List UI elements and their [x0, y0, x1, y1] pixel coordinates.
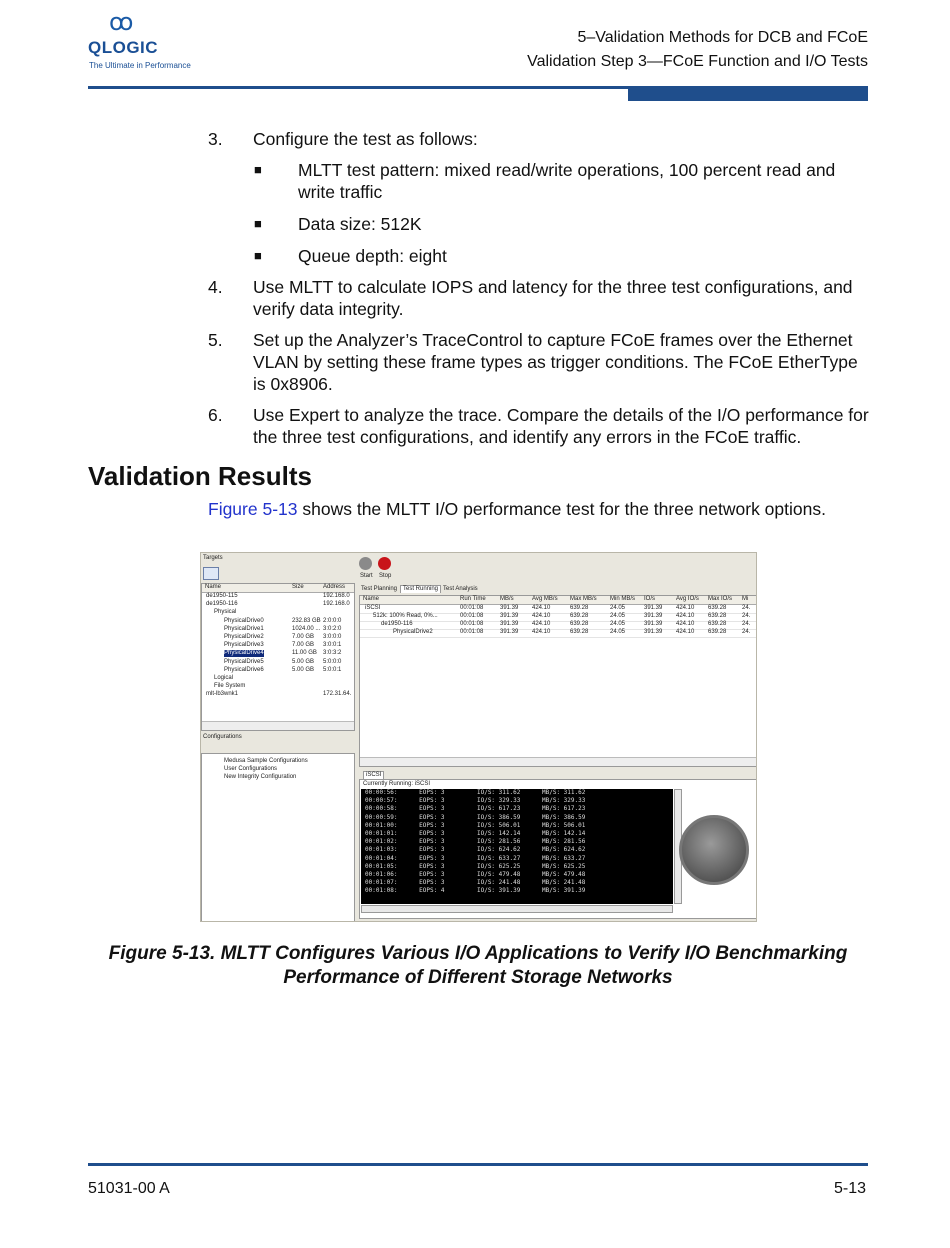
grid-cell: 639.28: [708, 605, 727, 611]
qlogic-logo: [88, 6, 191, 74]
tree-item-size: 7.00 GB: [292, 642, 315, 649]
tree-item-address: 5:0:0:0: [323, 658, 342, 665]
grid-header: [360, 596, 756, 605]
grid-cell: 424.10: [532, 621, 551, 627]
qlogic-logo-tagline: The Ultimate in Performance: [89, 61, 191, 70]
tree-item-name[interactable]: PhysicalDrive5: [224, 658, 264, 665]
grid-cell: 639.28: [708, 629, 727, 635]
grid-cell: 639.28: [708, 613, 727, 619]
grid-column-header[interactable]: Mi: [742, 596, 749, 602]
grid-cell: 24.: [742, 605, 751, 611]
page-number: 5-13: [833, 1180, 866, 1197]
tree-item-address: 172.31.64.: [323, 691, 352, 698]
tree-item-name[interactable]: PhysicalDrive4: [224, 650, 264, 657]
config-item[interactable]: New Integrity Configuration: [224, 774, 297, 780]
tree-item-name[interactable]: Physical: [214, 609, 237, 616]
grid-cell: 24.05: [610, 621, 626, 627]
grid-cell: 391.39: [644, 629, 663, 635]
console-line: 00:00:58: EOPS: 3 IO/S: 617.23 MB/S: 617.23: [365, 805, 586, 813]
grid-column-header[interactable]: IO/s: [644, 596, 656, 602]
grid-cell: 391.39: [500, 621, 519, 627]
grid-column-header[interactable]: Run Time: [460, 596, 486, 602]
tree-item-address: 3:0:2:0: [323, 625, 342, 632]
console-line: 00:00:59: EOPS: 3 IO/S: 386.59 MB/S: 386.59: [365, 813, 586, 821]
intro-paragraph: [208, 498, 826, 520]
console-hscrollbar[interactable]: [361, 905, 673, 913]
console-line: 00:01:07: EOPS: 3 IO/S: 241.48 MB/S: 241.48: [365, 879, 586, 887]
tree-item-address: 192.168.0: [323, 593, 350, 599]
qlogic-logo-mark-icon: ꝏ: [109, 8, 132, 36]
header-section-title: Validation Step 3—FCoE Function and I/O Tests: [527, 53, 868, 70]
tree-item-name[interactable]: PhysicalDrive6: [224, 666, 264, 673]
configurations-tree: [201, 753, 355, 922]
grid-cell: 391.39: [500, 613, 519, 619]
grid-cell: 424.10: [676, 613, 695, 619]
performance-grid: [359, 595, 757, 767]
tree-item-name[interactable]: de1950-115: [206, 593, 238, 599]
configurations-label: Configurations: [203, 734, 242, 740]
tree-item-address: 3:0:0:0: [323, 634, 342, 640]
grid-cell: 391.39: [644, 613, 663, 619]
tree-item-name[interactable]: Logical: [214, 675, 234, 681]
start-icon[interactable]: [359, 557, 372, 570]
console-line: 00:01:08: EOPS: 4 IO/S: 391.39 MB/S: 391.39: [365, 887, 586, 895]
footer-rule: [88, 1163, 868, 1166]
section-heading: Validation Results: [88, 461, 312, 491]
grid-column-header[interactable]: Min MB/s: [610, 596, 636, 602]
grid-cell: 24.05: [610, 629, 626, 635]
currently-running: Currently Running: iSCSI: [363, 781, 431, 787]
view-grid-icon[interactable]: [203, 567, 219, 580]
grid-cell: 24.: [742, 621, 751, 627]
grid-cell: 424.10: [676, 629, 695, 635]
grid-cell: 424.10: [532, 605, 551, 611]
grid-cell: 24.05: [610, 613, 626, 619]
tab-test-running[interactable]: Test Running: [400, 585, 441, 593]
start-label: Start: [360, 573, 373, 579]
tree-item-name[interactable]: PhysicalDrive1: [224, 625, 264, 632]
mltt-screenshot: [200, 552, 757, 922]
grid-cell: 639.28: [570, 629, 589, 635]
console-line: 00:01:04: EOPS: 3 IO/S: 633.27 MB/S: 633.27: [365, 854, 586, 862]
figure-link[interactable]: Figure 5-13: [208, 499, 298, 519]
stop-icon[interactable]: [378, 557, 391, 570]
tree-item-name[interactable]: PhysicalDrive2: [224, 634, 264, 640]
bullet-square-icon: ■: [254, 216, 262, 231]
tree-item-size: 5.00 GB: [292, 658, 315, 665]
grid-scrollbar[interactable]: [360, 757, 756, 766]
grid-cell: 00:01:08: [460, 605, 484, 611]
console-line: 00:01:03: EOPS: 3 IO/S: 624.62 MB/S: 624.62: [365, 846, 586, 854]
figure-caption: [88, 942, 868, 990]
tree-col-address[interactable]: Address: [323, 584, 346, 590]
grid-cell: de1950-116: [381, 621, 413, 627]
grid-cell: 00:01:08: [460, 629, 484, 635]
console-line: 00:01:05: EOPS: 3 IO/S: 625.25 MB/S: 625.25: [365, 862, 586, 870]
tree-item-size: 232.83 GB: [292, 617, 321, 624]
step-number: 5.: [208, 330, 223, 350]
tree-item-name[interactable]: de1950-116: [206, 601, 238, 608]
step-text: Set up the Analyzer’s TraceControl to capture FCoE frames over the Ethernet VLAN by setting these frame types as trigger conditions. The FCoE EtherType is 0x8906.: [253, 330, 858, 394]
grid-cell: 24.: [742, 629, 751, 635]
console-line: 00:00:56: EOPS: 3 IO/S: 311.62 MB/S: 311.62: [365, 789, 586, 796]
tree-item-name[interactable]: PhysicalDrive3: [224, 642, 264, 649]
grid-column-header[interactable]: Avg IO/s: [676, 596, 699, 602]
targets-label: Targets: [203, 555, 223, 561]
step-number: 3.: [208, 129, 223, 149]
config-item[interactable]: Medusa Sample Configurations: [224, 758, 308, 764]
medusa-emblem-icon: [679, 815, 749, 885]
grid-column-header[interactable]: MB/s: [500, 596, 514, 602]
bullet-text: MLTT test pattern: mixed read/write operations, 100 percent read and write traffic: [298, 160, 836, 202]
bullet-square-icon: ■: [254, 248, 262, 263]
tree-header: [202, 584, 354, 593]
grid-cell: 639.28: [708, 621, 727, 627]
grid-column-header[interactable]: Avg MB/s: [532, 596, 558, 602]
grid-row[interactable]: [360, 629, 756, 638]
tree-item-name[interactable]: File System: [214, 683, 246, 690]
grid-cell: 24.05: [610, 605, 626, 611]
console-line: 00:00:57: EOPS: 3 IO/S: 329.33 MB/S: 329.33: [365, 797, 586, 805]
grid-cell: 424.10: [532, 613, 551, 619]
step-number: 4.: [208, 277, 223, 297]
grid-cell: 391.39: [644, 621, 663, 627]
step-text: Use MLTT to calculate IOPS and latency for the three test configurations, and verify data integrity.: [253, 277, 853, 319]
grid-column-header[interactable]: Max IO/s: [708, 596, 733, 602]
tree-col-name[interactable]: Name: [205, 584, 222, 590]
grid-cell: 424.10: [676, 605, 695, 611]
tree-item-size: 11.00 GB: [292, 650, 317, 657]
grid-cell: PhysicalDrive2: [393, 629, 433, 635]
tree-col-size[interactable]: Size: [292, 584, 304, 590]
tree-item-address: 5:0:0:1: [323, 666, 342, 673]
qlogic-logo-wordmark: QLOGIC: [88, 38, 159, 57]
grid-cell: 00:01:08: [460, 621, 484, 627]
bullet-square-icon: ■: [254, 162, 262, 177]
grid-column-header[interactable]: Max MB/s: [570, 596, 597, 602]
grid-cell: 639.28: [570, 613, 589, 619]
step-number: 6.: [208, 405, 223, 425]
console-line: 00:01:00: EOPS: 3 IO/S: 506.01 MB/S: 506.01: [365, 821, 586, 829]
console-line: 00:01:02: EOPS: 3 IO/S: 281.56 MB/S: 281.56: [365, 838, 586, 846]
header-accent-block: [628, 86, 868, 101]
tree-item-name[interactable]: PhysicalDrive0: [224, 617, 264, 624]
grid-cell: 424.10: [676, 621, 695, 627]
grid-column-header[interactable]: Name: [363, 596, 380, 602]
grid-cell: 424.10: [532, 629, 551, 635]
grid-cell: 391.39: [644, 605, 663, 611]
bullet-text: Data size: 512K: [298, 214, 422, 234]
tree-item-size: 7.00 GB: [292, 634, 315, 640]
figure-caption-line-2: Performance of Different Storage Networks: [283, 967, 673, 988]
tree-item-size: 1024.00 ...: [292, 625, 321, 632]
tab-test-planning[interactable]: Test Planning: [361, 586, 398, 592]
console-line: 00:01:06: EOPS: 3 IO/S: 479.48 MB/S: 479.48: [365, 871, 586, 879]
figure-caption-line-1: Figure 5-13. MLTT Configures Various I/O Applications to Verify I/O Benchmarking: [108, 943, 848, 964]
console-line: 00:01:01: EOPS: 3 IO/S: 142.14 MB/S: 142.14: [365, 830, 586, 838]
targets-tree: [201, 583, 355, 731]
grid-cell: 391.39: [500, 629, 519, 635]
document-number: 51031-00 A: [88, 1180, 170, 1197]
grid-cell: 24.: [742, 613, 751, 619]
console-output: [361, 789, 673, 904]
grid-cell: 391.39: [500, 605, 519, 611]
grid-cell: 639.28: [570, 621, 589, 627]
tree-item-address: 3:0:3:2: [323, 650, 342, 657]
grid-cell: iSCSI: [365, 605, 381, 611]
tree-item-address: 3:0:0:1: [323, 642, 342, 649]
header-chapter-title: 5–Validation Methods for DCB and FCoE: [577, 29, 868, 46]
stop-label: Stop: [379, 573, 392, 579]
tree-item-size: 5.00 GB: [292, 666, 315, 673]
tree-item-address: 192.168.0: [323, 601, 350, 608]
tree-item-name[interactable]: mlt-lb3wnk1: [206, 691, 239, 698]
intro-text: shows the MLTT I/O performance test for the three network options.: [297, 499, 826, 519]
targets-toolbar: [203, 565, 353, 581]
grid-cell: 00:01:08: [460, 613, 484, 619]
grid-cell: 512k: 100% Read, 0%...: [373, 613, 438, 619]
tab-test-analysis[interactable]: Test Analysis: [443, 586, 478, 592]
tree-scrollbar[interactable]: [202, 721, 354, 730]
tree-item-address: 2:0:0:0: [323, 617, 342, 624]
step-text: Use Expert to analyze the trace. Compare the details of the I/O performance for the three test configurations, and identify any errors in the FCoE traffic.: [253, 405, 869, 447]
grid-cell: 639.28: [570, 605, 589, 611]
tab-iscsi[interactable]: iSCSI: [363, 771, 384, 780]
step-text: Configure the test as follows:: [253, 129, 478, 149]
bullet-text: Queue depth: eight: [298, 246, 447, 266]
config-item[interactable]: User Configurations: [224, 766, 278, 772]
